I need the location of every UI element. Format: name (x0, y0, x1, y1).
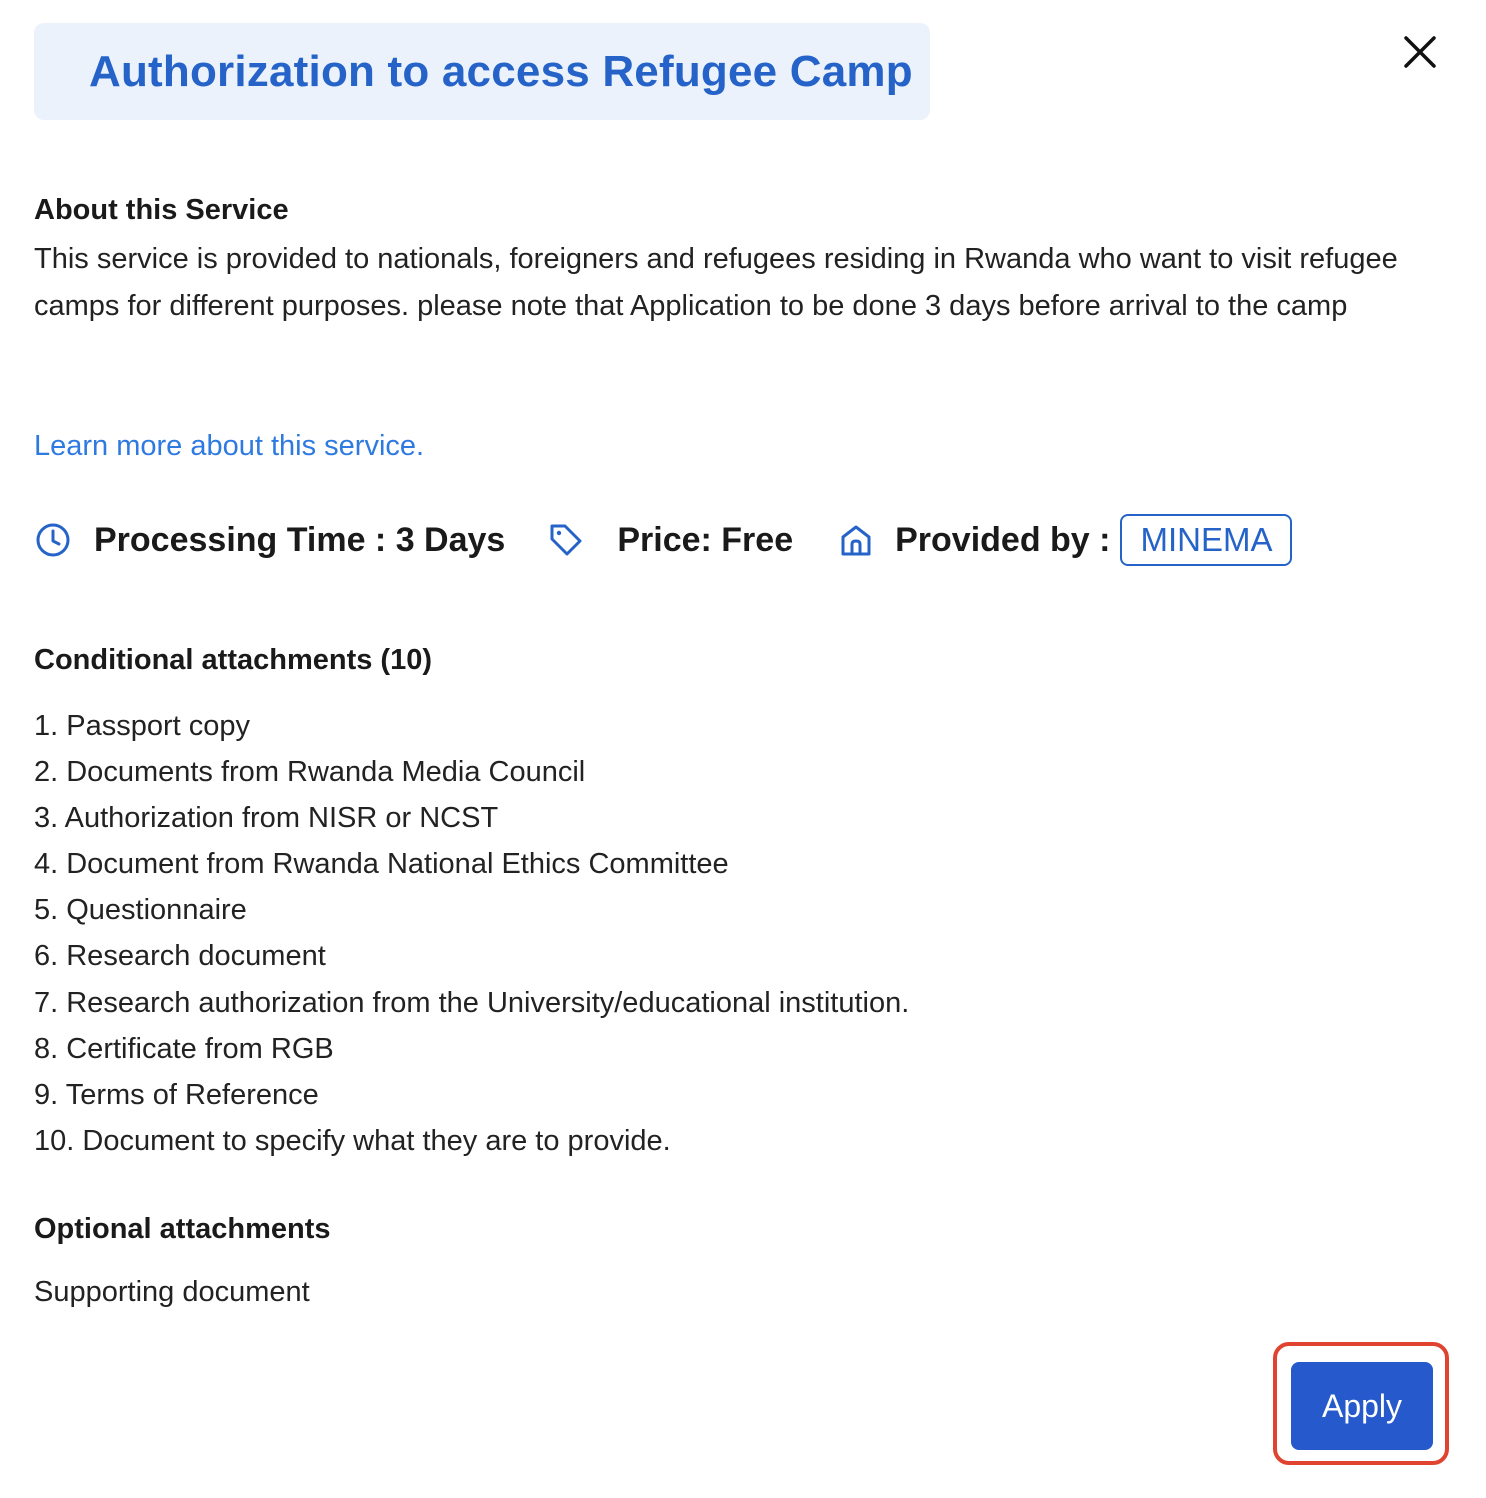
processing-time-label: Processing Time : 3 Days (94, 520, 506, 559)
list-item: 7. Research authorization from the University/educational institution. (34, 986, 910, 1019)
about-heading: About this Service (34, 194, 289, 226)
list-item: 6. Research document (34, 940, 326, 973)
optional-attachment-item: Supporting document (34, 1276, 310, 1308)
list-item: 1. Passport copy (34, 710, 250, 742)
clock-icon (34, 521, 72, 559)
list-item: 9. Terms of Reference (34, 1078, 319, 1111)
provided-by-label: Provided by : (895, 520, 1111, 559)
tag-icon (547, 521, 585, 559)
price-label: Price: Free (617, 520, 794, 559)
service-meta-row (34, 512, 1292, 568)
price (547, 521, 793, 560)
conditional-attachments-list (34, 703, 909, 1164)
dialog-title: Authorization to access Refugee Camp (89, 46, 913, 96)
list-item: 4. Document from Rwanda National Ethics Committee (34, 848, 729, 881)
conditional-attachments-heading: Conditional attachments (10) (34, 644, 432, 676)
learn-more-link[interactable]: Learn more about this service. (34, 430, 425, 462)
about-text: This service is provided to nationals, foreigners and refugees residing in Rwanda who want to visit refugee camps for different purposes. please note that Application to be done 3 days before arrival to the camp (34, 243, 1398, 322)
processing-time (34, 521, 505, 560)
list-item: 3. Authorization from NISR or NCST (34, 802, 499, 835)
provided-by (837, 514, 1292, 566)
apply-button[interactable]: Apply (1291, 1362, 1433, 1450)
close-button[interactable] (1396, 28, 1444, 76)
provider-badge[interactable]: MINEMA (1120, 514, 1292, 566)
close-icon (1403, 35, 1437, 69)
list-item: 5. Questionnaire (34, 894, 247, 927)
home-icon (837, 521, 875, 559)
list-item: 2. Documents from Rwanda Media Council (34, 756, 586, 789)
list-item: 8. Certificate from RGB (34, 1032, 334, 1065)
optional-attachments-heading: Optional attachments (34, 1213, 331, 1245)
list-item: 10. Document to specify what they are to provide. (34, 1124, 671, 1157)
dialog-title-box (34, 23, 930, 120)
